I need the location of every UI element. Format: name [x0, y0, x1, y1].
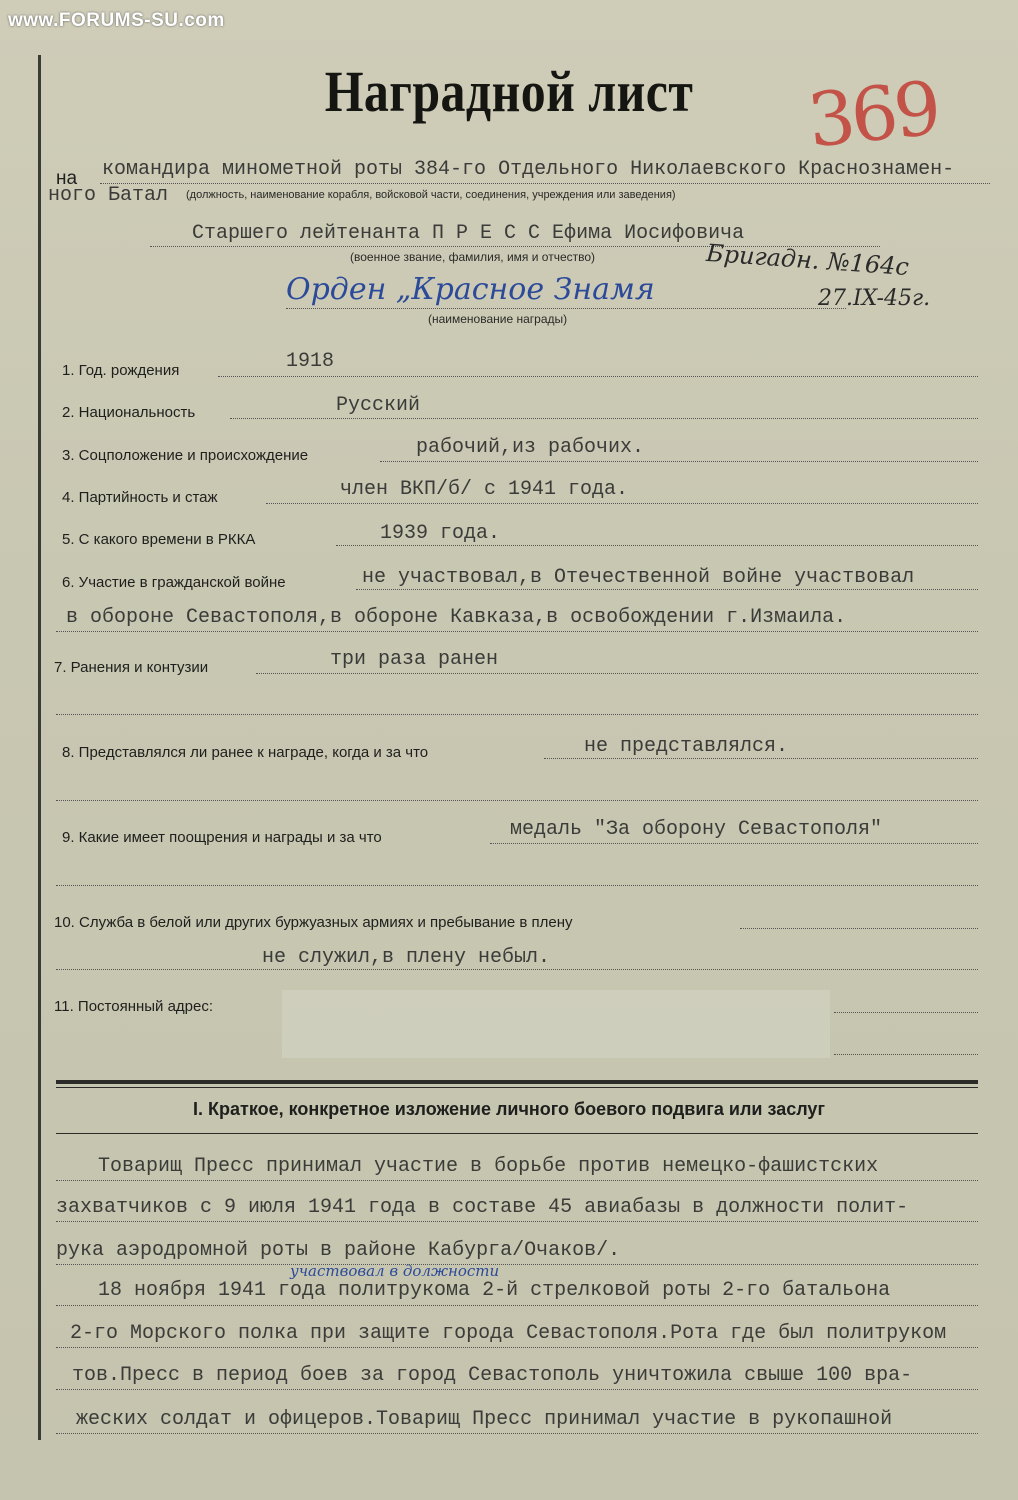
q11-label: 11. Постоянный адрес:	[54, 998, 214, 1015]
position-line-1: командира минометной роты 384-го Отдельного Николаевского Краснознамен-	[102, 158, 955, 181]
address-redaction	[282, 990, 830, 1058]
order-date-note: 27.IX-45г.	[818, 286, 931, 311]
q8-answer: не представлялся.	[584, 735, 789, 758]
forum-watermark: www.FORUMS-SU.com	[8, 10, 225, 31]
archive-number-stamp: 369	[803, 65, 942, 165]
recipient-name: Старшего лейтенанта П Р Е С С Ефима Иосифовича	[192, 222, 745, 245]
section-heading: I. Краткое, конкретное изложение личного боевого подвига или заслуг	[193, 1099, 825, 1119]
position-line-2: ного Батал	[48, 184, 169, 207]
brigade-order-note: Бригадн. №164с	[705, 238, 910, 282]
position-caption: (должность, наименование корабля, войсковой части, соединения, учреждения или заведения)	[186, 189, 676, 201]
narrative-line: 2-го Морского полка при защите города Севастополя.Рота где был политруком	[70, 1322, 947, 1345]
narrative-line: 18 ноября 1941 года политрукома 2-й стрелковой роты 2-го батальона	[98, 1279, 891, 1302]
page-title: Наградной лист	[324, 59, 694, 124]
binding-edge	[38, 55, 41, 1440]
q10-label: 10. Служба в белой или других буржуазных армиях и пребывание в плену	[54, 914, 573, 931]
q9-label: 9. Какие имеет поощрения и награды и за что	[62, 829, 382, 846]
narrative-handwritten-insert: участвовал в должности	[290, 1262, 500, 1280]
q2-answer: Русский	[336, 394, 421, 417]
q5-answer: 1939 года.	[380, 522, 501, 545]
narrative-line: захватчиков с 9 июля 1941 года в составе 45 авиабазы в должности полит-	[56, 1196, 909, 1219]
q7-label: 7. Ранения и контузии	[54, 659, 209, 676]
q8-label: 8. Представлялся ли ранее к награде, когда и за что	[62, 744, 429, 761]
q3-answer: рабочий,из рабочих.	[416, 436, 645, 459]
na-label: на	[56, 168, 78, 189]
q6-label: 6. Участие в гражданской войне	[62, 574, 286, 591]
section-divider	[56, 1080, 978, 1084]
q3-label: 3. Соцположение и происхождение	[62, 447, 309, 464]
narrative-line: рука аэродромной роты в районе Кабурга/Очаков/.	[56, 1239, 621, 1262]
q1-label: 1. Год. рождения	[62, 362, 180, 379]
recipient-caption: (военное звание, фамилия, имя и отчество)	[350, 250, 596, 264]
narrative-line: тов.Пресс в период боев за город Севастополь уничтожила свыше 100 вра-	[72, 1364, 913, 1387]
q2-label: 2. Национальность	[62, 404, 196, 421]
q1-answer: 1918	[286, 350, 335, 373]
q10-answer: не служил,в плену небыл.	[262, 946, 551, 969]
q9-answer: медаль "За оборону Севастополя"	[510, 818, 883, 841]
q6-answer-line-1: не участвовал,в Отечественной войне участвовал	[362, 566, 915, 589]
q4-label: 4. Партийность и стаж	[62, 489, 218, 506]
q7-answer: три раза ранен	[330, 648, 499, 671]
narrative-line: Товарищ Пресс принимал участие в борьбе против немецко-фашистских	[98, 1155, 879, 1178]
award-caption: (наименование награды)	[428, 312, 568, 326]
award-name-handwritten: Орден „Красное Знамя	[286, 272, 655, 307]
q5-label: 5. С какого времени в РККА	[62, 531, 256, 548]
q6-answer-line-2: в обороне Севастополя,в обороне Кавказа,в освобождении г.Измаила.	[66, 606, 847, 629]
q4-answer: член ВКП/б/ с 1941 года.	[340, 478, 629, 501]
narrative-line: жеских солдат и офицеров.Товарищ Пресс принимал участие в рукопашной	[76, 1408, 893, 1431]
